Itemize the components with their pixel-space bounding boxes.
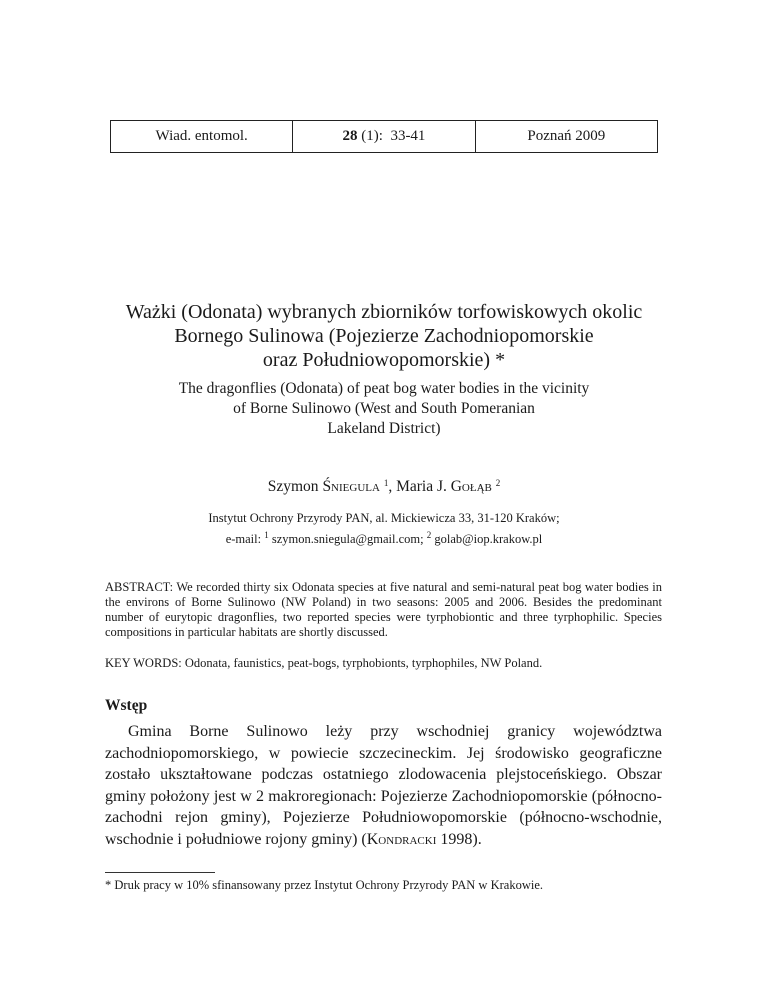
title-line-3: oraz Południowopomorskie) * [262,349,506,371]
author-1-surname: Śniegula [322,478,380,495]
email-prefix: e-mail: [225,532,265,546]
english-title-line-2: of Borne Sulinowo (West and South Pomeranian [233,400,535,417]
place-year: Poznań 2009 [527,128,606,144]
journal-header-table [110,120,658,153]
issue-pages: (1): 33-41 [357,128,426,144]
institution-address: Instytut Ochrony Przyrody PAN, al. Mickiewicza 33, 31-120 Kraków; [208,511,560,525]
journal-name-cell [111,121,292,152]
title-line-1: Ważki (Odonata) wybranych zbiorników torfowiskowych okolic [125,301,643,323]
email-line [60,527,708,548]
email-2-mark: 2 [426,530,432,540]
volume-cell [292,121,474,152]
email-2: golab@iop.krakow.pl [431,532,543,546]
title-line-2: Bornego Sulinowa (Pojezierze Zachodniopomorskie [174,325,594,347]
english-title [60,379,708,439]
english-title-line-1: The dragonflies (Odonata) of peat bog water bodies in the vicinity [178,380,590,397]
keywords: KEY WORDS: Odonata, faunistics, peat-bogs, tyrphobionts, tyrphophiles, NW Poland. [105,656,543,670]
journal-name: Wiad. entomol. [155,128,248,144]
author-2-affiliation-mark: 2 [495,478,501,488]
author-list [60,473,708,497]
author-1-affiliation-mark: 1 [383,478,389,488]
email-1-mark: 1 [264,530,269,540]
email-1: szymon.sniegula@gmail.com; [268,532,427,546]
author-separator: , Maria J. [388,478,451,495]
body-text: Gmina Borne Sulinowo leży przy wschodniej granicy województwa zachodniopomorskiego, w powiecie szczecineckim. Jej środowisko geograficzne zostało ukształtowane podczas ostatniego zlodowacenia plejstoceńskiego. Obszar gminy położony jest w 2 makroregionach: Pojezierze Zachodniopomorskie (północno-zachodni rejon gminy), Pojezierze Południowopomorskie (północno-wschodnie, wschodnie i południowe rojony gminy) ( [105,723,662,848]
author-2-surname: Gołąb [450,478,492,495]
citation-year: 1998). [436,830,482,848]
footnote: * Druk pracy w 10% sfinansowany przez Instytut Ochrony Przyrody PAN w Krakowie. [105,878,543,892]
affiliation [60,510,708,548]
citation-author: Kondracki [366,830,437,848]
body-paragraph [105,721,662,851]
footnote-divider [105,872,215,873]
volume-number: 28 [342,128,358,144]
place-year-cell [475,121,657,152]
abstract: ABSTRACT: We recorded thirty six Odonata species at five natural and semi-natural peat bog water bodies in the environs of Borne Sulinowo (NW Poland) in two seasons: 2005 and 2006. Besides the predominant number of eurytopic dragonflies, two reported species were tyrphobiontic and three tyrphophilic. Species compositions in particular habitats are shortly discussed. [105,580,662,639]
english-title-line-3: Lakeland District) [327,420,441,437]
article-title [60,300,708,372]
section-heading: Wstęp [105,697,148,714]
author-1-first-name: Szymon [267,478,323,495]
